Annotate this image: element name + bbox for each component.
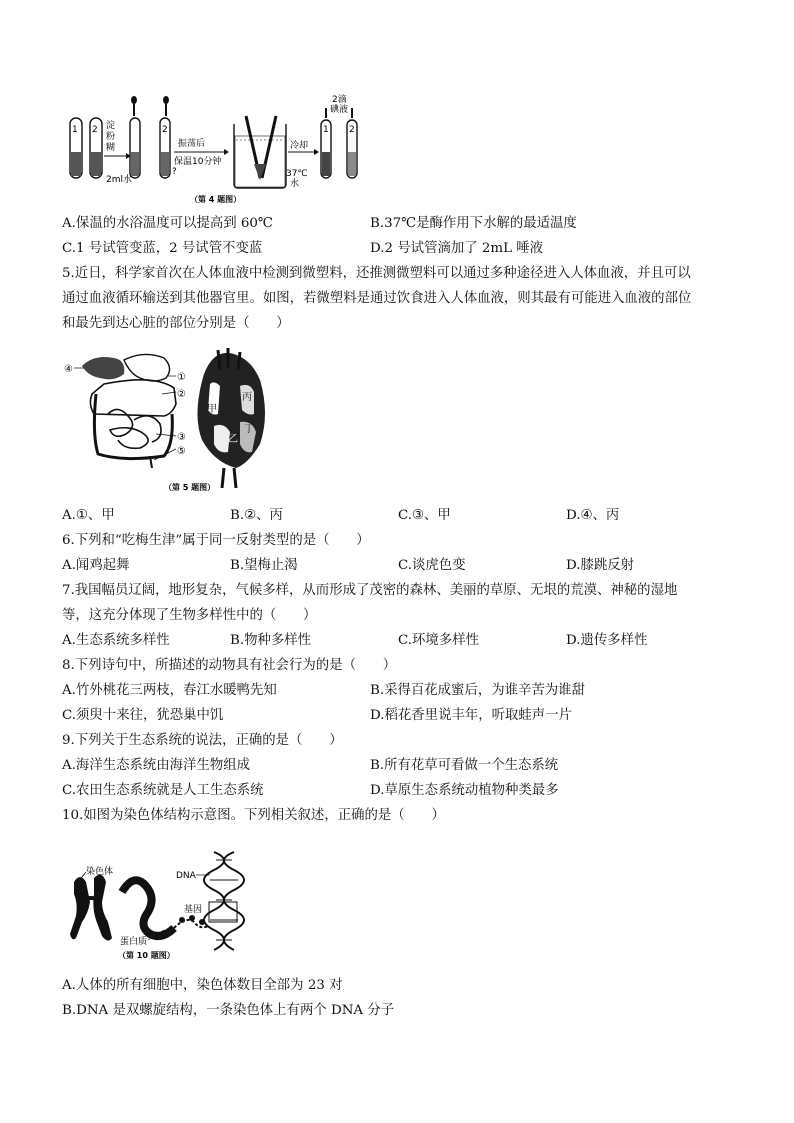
q5-stem-line2: 通过血液循环输送到其他器官里。如图，若微塑料是通过饮食进入人体血液，则其最有可能进入血液的部位: [62, 291, 692, 306]
q8-option-a[interactable]: A.竹外桃花三两枝，春江水暖鸭先知: [62, 683, 277, 698]
q10-chromosome-diagram: [64, 842, 254, 962]
q9-option-c[interactable]: C.农田生态系统就是人工生态系统: [62, 783, 264, 798]
q9-stem: 9.下列关于生态系统的说法，正确的是（ ）: [62, 733, 343, 748]
svg-text:2: 2: [349, 125, 355, 135]
svg-text:1: 1: [323, 125, 329, 135]
temp-label: 37℃: [286, 169, 308, 179]
q5-stem-line1: 5.近日，科学家首次在人体血液中检测到微塑料，还推测微塑料可以通过多种途径进入人体血液，并且可以: [62, 266, 691, 281]
q6-option-a[interactable]: A.闻鸡起舞: [62, 558, 130, 573]
q4-caption: （第 4 题图）: [190, 195, 242, 204]
q7-option-d[interactable]: D.遗传多样性: [566, 633, 648, 648]
q5-figure: [64, 344, 274, 494]
tube2-number: 2: [92, 125, 98, 135]
q10-option-b[interactable]: B.DNA 是双螺旋结构，一条染色体上有两个 DNA 分子: [62, 1003, 395, 1018]
q7-stem-line1: 7.我国幅员辽阔，地形复杂，气候多样，从而形成了茂密的森林、美丽的草原、无垠的荒漠、神秘的湿地: [62, 583, 678, 598]
chromosome-shape: [70, 877, 90, 939]
q8-option-c[interactable]: C.须臾十来往，犹恐巢中饥: [62, 708, 224, 723]
q7-option-a[interactable]: A.生态系统多样性: [62, 633, 170, 648]
q10-caption: （第 10 题图）: [118, 951, 175, 960]
q9-option-d[interactable]: D.草原生态系统动植物种类最多: [370, 783, 559, 798]
q7-option-c[interactable]: C.环境多样性: [398, 633, 479, 648]
svg-text:糊: 糊: [106, 143, 116, 153]
q7-option-b[interactable]: B.物种多样性: [230, 633, 312, 648]
q9-option-a[interactable]: A.海洋生态系统由海洋生物组成: [62, 758, 251, 773]
label-gene: 基因: [184, 905, 203, 915]
svg-text:碘液: 碘液: [330, 105, 349, 115]
chamber-yi: 乙: [228, 434, 238, 445]
incubate-label: 保温10分钟: [174, 157, 222, 167]
label-dna: DNA: [176, 871, 196, 881]
q6-option-d[interactable]: D.膝跳反射: [566, 558, 635, 573]
q4-figure: [64, 94, 364, 206]
chamber-jia: 甲: [207, 404, 217, 415]
q5-option-b[interactable]: B.②、丙: [230, 508, 283, 523]
svg-text:粉: 粉: [106, 132, 116, 142]
dna-helix: [204, 852, 224, 950]
chamber-bing: 丙: [242, 392, 252, 403]
q9-option-b[interactable]: B.所有花草可看做一个生态系统: [370, 758, 559, 773]
tube1-number: 1: [72, 125, 78, 135]
q8-option-d[interactable]: D.稻花香里说丰年，听取蛙声一片: [370, 708, 572, 723]
shake-label: 振荡后: [178, 139, 206, 149]
q7-stem-line2: 等，这充分体现了生物多样性中的（ ）: [62, 608, 317, 623]
marker-2: ②: [177, 389, 186, 400]
q8-option-b[interactable]: B.采得百花成蜜后，为谁辛苦为谁甜: [370, 683, 585, 698]
iodine-label: 2滴: [332, 95, 347, 105]
q5-option-d[interactable]: D.④、丙: [566, 508, 620, 523]
svg-text:2: 2: [162, 125, 168, 135]
q10-option-a[interactable]: A.人体的所有细胞中，染色体数目全部为 23 对: [62, 978, 343, 993]
q5-option-a[interactable]: A.①、甲: [62, 508, 115, 523]
q5-option-c[interactable]: C.③、甲: [398, 508, 451, 523]
q5-stem-line3: 和最先到达心脏的部位分别是（ ）: [62, 316, 290, 331]
marker-1: ①: [177, 372, 186, 383]
stomach-shape: [124, 354, 170, 381]
q4-option-d[interactable]: D.2 号试管滴加了 2mL 唾液: [370, 241, 544, 256]
marker-5: ⑤: [177, 446, 186, 457]
tube-fill: [71, 152, 81, 176]
q4-option-b[interactable]: B.37℃是酶作用下水解的最适温度: [370, 216, 577, 231]
q6-option-b[interactable]: B.望梅止渴: [230, 558, 298, 573]
water-2ml-label: 2ml水: [106, 175, 132, 185]
q4-option-a[interactable]: A.保温的水浴温度可以提高到 60℃: [62, 216, 273, 231]
q4-option-c[interactable]: C.1 号试管变蓝，2 号试管不变蓝: [62, 241, 263, 256]
label-protein: 蛋白质: [120, 937, 148, 947]
starch-paste-label: 淀: [106, 121, 116, 131]
chamber-ding: 丁: [244, 424, 254, 435]
q10-figure: [64, 842, 254, 962]
q6-option-c[interactable]: C.谈虎色变: [398, 558, 466, 573]
q4-experiment-diagram: [64, 94, 364, 206]
q5-digestive-heart-diagram: [64, 344, 274, 494]
marker-3: ③: [177, 432, 186, 443]
label-chromosome: 染色体: [86, 867, 114, 877]
coil-shape: [122, 880, 174, 936]
question-mark: ?: [172, 167, 177, 177]
liver-shape: [82, 357, 124, 379]
q6-stem: 6.下列和“吃梅生津”属于同一反射类型的是（ ）: [62, 533, 370, 548]
q8-stem: 8.下列诗句中，所描述的动物具有社会行为的是（ ）: [62, 658, 397, 673]
marker-4: ④: [64, 364, 73, 375]
cool-label: 冷却: [290, 141, 309, 151]
q10-stem: 10.如图为染色体结构示意图。下列相关叙述，正确的是（ ）: [62, 808, 445, 823]
q5-caption: （第 5 题图）: [164, 483, 216, 492]
water-label: 水: [290, 179, 300, 189]
